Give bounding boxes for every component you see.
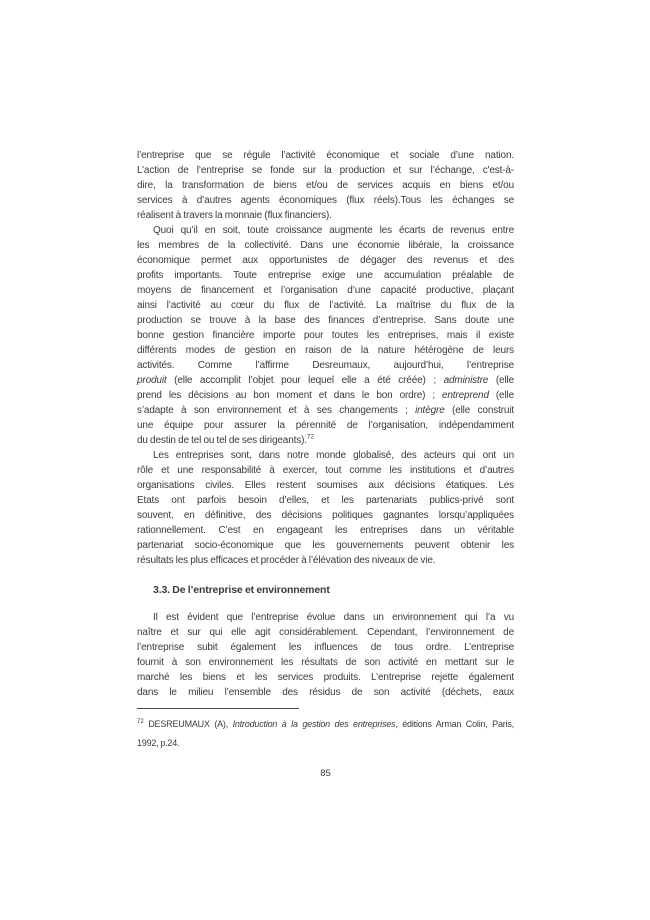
text-segment: prend les décisions au bon moment et dans le bon ordre) ; [137,390,442,401]
text-line [137,538,514,553]
text-segment: ainsi l’activité au cœur du flux de l’activité. La maîtrise du flux de la [137,300,514,311]
paragraph [137,610,514,700]
text-line [137,298,514,313]
text-segment: fournit à son environnement les résultats de son activité en mettant sur le [137,657,514,668]
text-line [137,208,514,223]
text-line [137,343,514,358]
text-segment: activités. Comme l’affirme Desreumaux, aujourd’hui, l’entreprise [137,360,514,371]
text-segment: production se trouve à la base des finances d’entreprise. Sans doute une [137,315,514,326]
text-segment: économique permet aux opportunistes de dégager des revenus et des [137,255,514,266]
text-line [137,418,514,433]
text-line [137,553,514,568]
text-line [137,670,514,685]
text-block [137,148,514,781]
text-line [137,610,514,625]
text-segment: organisations civiles. Elles restent soumises aux décisions étatiques. Les [137,480,514,491]
text-segment: (elle [488,390,515,401]
text-line [137,625,514,640]
text-line [137,685,514,700]
text-segment: l’entreprise que se régule l’activité économique et sociale d’une nation. [137,150,514,161]
text-line [137,493,514,508]
text-line [137,640,514,655]
text-segment: résultats les plus efficaces et procéder à l’élévation des niveaux de vie. [137,555,436,566]
text-segment: s’adapte à son environnement et à ses changements ; [137,405,416,416]
text-segment: différents modes de gestion en raison de la nature hétérogène de leurs [137,345,514,356]
page-number: 85 [320,768,331,779]
text-line [137,238,514,253]
body-blocks [137,148,514,700]
text-segment: (elle accomplit l’objet pour lequel elle a été créée) ; [166,375,444,386]
text-line [137,734,514,753]
text-segment: L’action de l’entreprise se fonde sur la production et sur l’échange, c'est-à- [137,165,514,176]
text-segment: bonne gestion financière importe pour toutes les entreprises, mais il existe [137,330,514,341]
text-segment: (elle construit [444,405,514,416]
text-segment: produit [137,375,167,386]
text-line [137,655,514,670]
footnote-text [137,715,514,753]
text-line [137,253,514,268]
text-segment: entreprend [441,390,489,401]
paragraph [137,448,514,568]
text-segment: souvent, en définitive, des décisions politiques gagnantes lorsqu’appliquées [137,510,514,521]
section-heading: 3.3. De l’entreprise et environnement [153,584,330,596]
text-segment: 1992, p.24. [137,738,180,748]
text-line [137,478,514,493]
text-line [137,163,514,178]
text-segment: Etats ont parfois besoin d’elles, et les partenariats publics-privé sont [137,495,514,506]
text-segment: profits importants. Toute entreprise exige une accumulation préalable de [137,270,514,281]
text-segment: intègre [415,405,445,416]
text-line [137,328,514,343]
text-segment: Les entreprises sont, dans notre monde globalisé, des acteurs qui ont un [153,450,514,461]
footnote-reference: 72 [306,433,315,441]
text-line [137,148,514,163]
text-segment: Introduction à la gestion des entreprises [232,719,396,729]
text-segment: moyens de financement et l’organisation d’une capacité productive, plaçant [137,285,514,296]
text-segment: rôle et une responsabilité à exercer, tout comme les institutions et d’autres [137,465,514,476]
text-line [137,193,514,208]
text-line [137,508,514,523]
text-segment: Il est évident que l’entreprise évolue dans un environnement qui l’a vu [153,612,514,623]
text-segment: DESREUMAUX (A), [143,719,233,729]
text-segment: l’entreprise subit également les influences de tous ordre. L’entreprise [137,642,514,653]
footnote-reference: 72 [137,719,144,725]
text-segment: administre [443,375,489,386]
text-segment: marché les biens et les services produits. L’entreprise rejette également [137,672,514,683]
text-segment: Quoi qu’il en soit, toute croissance augmente les écarts de revenus entre [153,225,514,236]
text-line [137,433,514,448]
text-line [137,448,514,463]
text-line [137,283,514,298]
text-line [137,463,514,478]
text-line [137,403,514,418]
text-segment: (elle [488,375,515,386]
text-line [137,268,514,283]
footnote-separator [137,708,299,709]
paragraph [137,223,514,448]
text-line [137,223,514,238]
text-segment: dans le milieu l’ensemble des résidus de son activité (déchets, eaux [137,687,514,698]
text-line [137,373,514,388]
text-line [137,313,514,328]
text-line [137,523,514,538]
text-segment: partenariat socio-économique que les gouvernements peuvent obtenir les [137,540,514,551]
text-line [137,388,514,403]
text-segment: dire, la transformation de biens et/ou de services acquis en biens et/ou [137,180,514,191]
text-segment: services à d’autres agents économiques (flux réels).Tous les échanges se [137,195,514,206]
text-line [137,715,514,734]
paragraph [137,148,514,223]
text-segment: du destin de tel ou tel de ses dirigeants). [137,435,307,446]
text-segment: naître et sur qui elle agit considérablement. Cependant, l’environnement de [137,627,514,638]
text-segment: les membres de la collectivité. Dans une économie libérale, la croissance [137,240,514,251]
text-line [137,178,514,193]
text-segment: une équipe pour assurer la pérennité de l’organisation, indépendamment [137,420,514,431]
text-segment: , éditions Arman Colin, Paris, [395,719,514,729]
text-line [137,358,514,373]
text-segment: réalisent à travers la monnaie (flux financiers). [137,210,332,221]
text-segment: rationnellement. C’est en engageant les entreprises dans un véritable [137,525,514,536]
